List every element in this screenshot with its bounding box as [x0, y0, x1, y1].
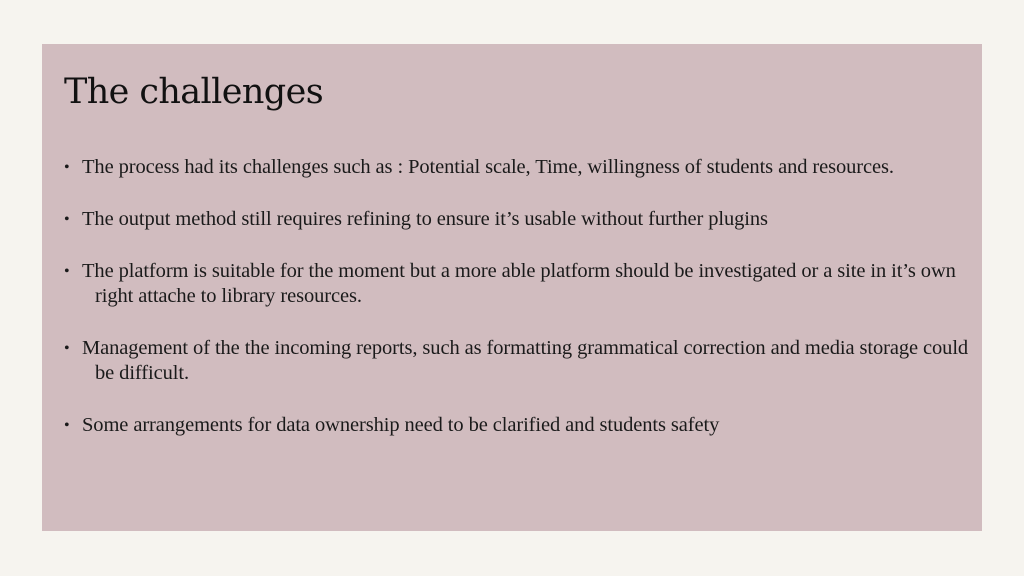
bullet-list: [64, 155, 970, 465]
bullet-text: The platform is suitable for the moment but a more able platform should be investigated or a site in it’s own right attache to library resources.: [82, 260, 956, 307]
bullet-marker: •: [64, 340, 70, 357]
bullet-marker: •: [64, 159, 70, 176]
bullet-item-output-method: [64, 207, 970, 232]
bullet-text: The process had its challenges such as : Potential scale, Time, willingness of students and resources.: [82, 156, 894, 178]
bullet-marker: •: [64, 417, 70, 434]
slide-content-panel: [42, 44, 982, 531]
bullet-text: Some arrangements for data ownership need to be clarified and students safety: [82, 414, 720, 436]
bullet-item-data-ownership: [64, 413, 970, 438]
bullet-text: Management of the the incoming reports, such as formatting grammatical correction and media storage could be difficult.: [82, 337, 969, 384]
bullet-text: The output method still requires refining to ensure it’s usable without further plugins: [82, 208, 768, 230]
bullet-marker: •: [64, 263, 70, 280]
bullet-marker: •: [64, 211, 70, 228]
slide-title: The challenges: [64, 72, 324, 112]
bullet-item-report-management: [64, 336, 970, 386]
bullet-item-platform: [64, 259, 970, 309]
bullet-item-challenges-scale: [64, 155, 970, 180]
